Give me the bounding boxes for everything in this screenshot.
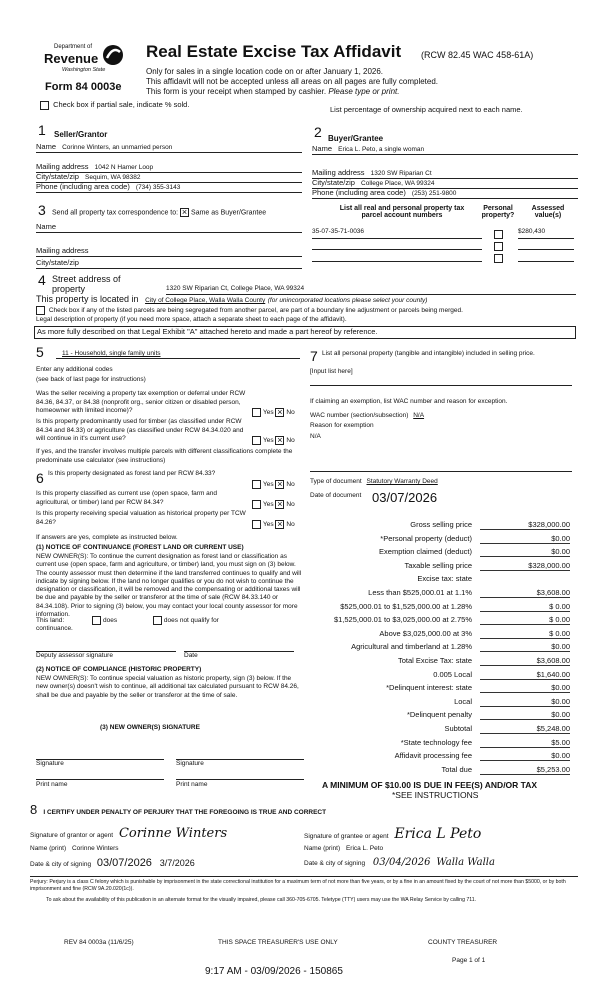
historic-no-label: No — [286, 521, 295, 529]
fee-value[interactable]: $328,000.00 — [480, 520, 570, 530]
parcel-number-3[interactable] — [312, 252, 482, 262]
alternate-format-text: To ask about the availability of this publication in an alternate format for the visually impaired, please call 360-705-6705. Teletype (TTY) users may use the WA Relay Service by calling 711. — [46, 897, 477, 903]
timber-no-checkbox[interactable] — [275, 436, 284, 445]
section6-number: 6 — [36, 470, 44, 486]
grantor-name-value[interactable]: Corinne Winters — [71, 845, 119, 852]
perjury-divider — [30, 876, 578, 877]
use-code-value: 11 - Household, single family units — [62, 350, 161, 357]
fee-value[interactable]: $0.00 — [480, 683, 570, 693]
located-note: (for unincorporated locations please select your county) — [267, 297, 428, 304]
wac-value[interactable]: N/A — [413, 412, 425, 419]
historic-yes-label: Yes — [263, 521, 274, 529]
fee-row — [306, 710, 576, 722]
exemption-no-checkbox[interactable] — [275, 408, 284, 417]
subtitle-3-text: This form is your receipt when stamped by cashier. — [146, 87, 327, 96]
fee-row — [306, 683, 576, 695]
section3-city-field[interactable] — [36, 258, 302, 269]
receipt-stamp: 9:17 AM - 03/09/2026 - 150865 — [205, 966, 343, 977]
seller-address-label: Mailing address — [36, 162, 89, 171]
historic-question: Is this property receiving special valuation as historical property per TCW 84.26? — [36, 510, 246, 526]
exemption-question: Was the seller receiving a property tax exemption or deferral under RCW 84.36, 84.37, or 84.38 (nonprofit org., senior citizen or disabled person, homeowner with limited income)? — [36, 390, 246, 414]
section4-number: 4 — [38, 272, 46, 288]
fee-value[interactable]: $5,253.00 — [480, 765, 570, 775]
seller-name-field[interactable] — [36, 142, 302, 153]
fee-label: *Delinquent penalty — [406, 710, 472, 720]
fee-value[interactable]: $328,000.00 — [480, 561, 570, 571]
fee-value[interactable]: $0.00 — [480, 642, 570, 652]
personal-property-line — [310, 384, 572, 386]
parcel-header-1: List all real and personal property tax — [339, 205, 465, 212]
fee-label: 0.005 Local — [433, 669, 472, 679]
land-does-checkbox[interactable] — [92, 616, 101, 625]
owner-signature-line-2[interactable] — [176, 750, 304, 760]
minimum-fee-note: A MINIMUM OF $10.00 IS DUE IN FEE(S) AND/OR TAX — [322, 780, 538, 790]
fee-label: $1,525,000.01 to $3,025,000.00 at 2.75% — [333, 615, 472, 625]
fee-label: *Delinquent interest: state — [386, 683, 472, 693]
section3-label: Send all property tax correspondence to: — [52, 209, 179, 217]
subtitle-2: This affidavit will not be accepted unless all areas on all pages are fully completed. — [146, 77, 439, 86]
grantor-signature-label: Signature of grantor or agent — [30, 832, 114, 839]
fee-row — [306, 602, 576, 614]
use-code-field[interactable] — [56, 348, 300, 359]
personal-property-checkbox-2[interactable] — [494, 242, 503, 251]
forest-yes-label: Yes — [263, 481, 274, 489]
logo-swoosh-icon — [102, 44, 124, 68]
street-label-1: Street address of — [52, 274, 121, 284]
personal-property-input[interactable]: [Input list here] — [310, 368, 353, 375]
legal-description-box[interactable]: As more fully described on that Legal Exhibit "A" attached hereto and made a part hereof by reference. — [34, 326, 576, 339]
use-code-section — [36, 342, 306, 472]
section3-address-label: Mailing address — [36, 246, 89, 255]
subtitle-1: Only for sales in a single location code on or after January 1, 2026. — [146, 67, 384, 76]
grantor-date-row — [30, 857, 292, 869]
fee-row — [306, 656, 576, 668]
wac-label: WAC number (section/subsection) — [310, 412, 409, 419]
buyer-address-label: Mailing address — [312, 168, 365, 177]
land-doesnot-label: does not qualify for — [163, 617, 219, 625]
current-use-question: Is this property classified as current use (open space, farm and agricultural, or timber) land per RCW 84.34? — [36, 490, 218, 506]
grantor-signature-row — [30, 826, 292, 841]
grantee-signature-row — [304, 826, 578, 842]
partial-sale-checkbox[interactable] — [40, 101, 49, 110]
buyer-phone-label: Phone (including area code) — [312, 188, 406, 197]
parcel-header — [312, 205, 492, 219]
buyer-address-value: 1320 SW Riparian Ct — [370, 170, 432, 177]
percent-note: List percentage of ownership acquired next to each name. — [330, 105, 523, 114]
section3-address-field[interactable] — [36, 246, 302, 257]
property-section — [36, 270, 578, 340]
continuance-label: continuance. — [36, 625, 73, 632]
section3-name-label: Name — [36, 222, 57, 231]
form-title: Real Estate Excise Tax Affidavit — [146, 42, 402, 61]
grantee-signature-label: Signature of grantee or agent — [304, 833, 389, 840]
current-use-no-label: No — [286, 501, 295, 509]
seller-section — [36, 118, 302, 200]
exemption-yes-no — [252, 408, 295, 417]
fee-row — [306, 615, 576, 627]
reason-value[interactable]: N/A — [310, 433, 321, 440]
located-label: This property is located in — [36, 294, 139, 304]
grantee-date-row — [304, 857, 578, 868]
buyer-phone-value: (253) 251-9800 — [411, 190, 457, 197]
fee-label: Local — [454, 696, 472, 706]
certify-row — [30, 802, 578, 817]
owner-signature-line-1[interactable] — [36, 750, 164, 760]
document-type-value[interactable]: Statutory Warranty Deed — [366, 478, 438, 485]
fee-value[interactable]: $5.00 — [480, 738, 570, 748]
fee-value[interactable]: $3,608.00 — [480, 588, 570, 598]
forest-land-section — [36, 468, 306, 768]
street-label-2: property — [52, 284, 86, 294]
county-treasurer-label: COUNTY TREASURER — [428, 939, 498, 946]
forest-yes-no — [252, 480, 295, 489]
document-date-label: Date of document — [310, 492, 362, 499]
assessed-value-1[interactable]: $280,430 — [518, 228, 574, 239]
section3-text — [52, 208, 266, 217]
fee-label: Less than $525,000.01 at 1.1% — [368, 588, 472, 597]
historic-no-checkbox[interactable] — [275, 520, 284, 529]
personal-property-section — [310, 346, 578, 496]
deputy-date-label: Date — [184, 652, 198, 659]
grantor-name-row — [30, 845, 292, 852]
fee-label: Excise tax: state — [417, 574, 472, 584]
assessed-value-2[interactable] — [518, 240, 574, 250]
parcel-number-2[interactable] — [312, 240, 482, 250]
answers-note: If answers are yes, complete as instructed below. — [36, 534, 178, 541]
fee-row — [306, 561, 576, 573]
perjury-text: Perjury: Perjury is a class C felony which is punishable by imprisonment in the state correctional institution for a maximum term of not more than five years, or by a fine in an amount fixed by the court of not more than $5000, or by both imprisonment and fine (RCW 9A.20.020(1c)). — [30, 879, 566, 892]
current-use-yes-no — [252, 500, 295, 509]
reason-label: Reason for exemption — [310, 422, 374, 429]
additional-codes-note: (see back of last page for instructions) — [36, 376, 146, 383]
partial-sale-label: Check box if partial sale, indicate % sold. — [53, 100, 190, 109]
fee-label: Gross selling price — [410, 520, 472, 529]
document-type-label: Type of document — [310, 478, 362, 485]
land-qualify-row — [36, 616, 219, 625]
seller-heading: Seller/Grantor — [54, 130, 108, 139]
section3-city-label: City/state/zip — [36, 258, 79, 267]
fee-row — [306, 642, 576, 654]
grantee-date-value[interactable]: 03/04/2026 — [372, 857, 431, 868]
fee-label: Above $3,025,000.00 at 3% — [379, 628, 472, 638]
additional-codes-label: Enter any additional codes — [36, 366, 113, 373]
forest-no-label: No — [286, 481, 295, 489]
timber-yes-label: Yes — [263, 437, 274, 445]
historic-yes-no — [252, 520, 295, 529]
legal-label: Legal description of property (if you need more space, attach a separate sheet to each page of the affidavit). — [36, 316, 347, 323]
fee-row — [306, 670, 576, 682]
fee-value[interactable]: $0.00 — [480, 697, 570, 707]
fee-label: Exemption claimed (deduct) — [379, 547, 472, 557]
see-instructions: *SEE INSTRUCTIONS — [392, 790, 479, 800]
buyer-section — [312, 124, 578, 206]
owner-print-label-1: Print name — [36, 781, 68, 788]
dept-line2: Revenue — [44, 51, 99, 66]
seller-number: 1 — [38, 122, 46, 138]
personal-property-checkbox-1[interactable] — [494, 230, 503, 239]
fee-row — [306, 697, 576, 709]
fee-row — [306, 520, 576, 532]
claim-exemption-text: If claiming an exemption, list WAC number and reason for exception. — [310, 398, 508, 405]
segregated-row — [36, 306, 463, 315]
assessed-value-header: Assessed value(s) — [531, 205, 565, 219]
section3-number: 3 — [38, 202, 46, 218]
fee-row — [306, 547, 576, 559]
fee-label: *Personal property (deduct) — [380, 533, 472, 543]
dept-line3: Washington State — [62, 67, 106, 73]
seller-name-value: Corinne Winters, an unmarried person — [62, 144, 173, 151]
land-does-label: does — [103, 617, 118, 625]
personal-property-text: List all personal property (tangible and intangible) included in selling price. — [322, 350, 535, 357]
same-as-buyer-checkbox[interactable] — [180, 208, 189, 217]
grantor-signature-value[interactable]: Corinne Winters — [118, 826, 228, 841]
forest-no-checkbox[interactable] — [275, 480, 284, 489]
grantor-date-value-2[interactable]: 3/7/2026 — [159, 858, 195, 868]
section8-number: 8 — [30, 802, 38, 817]
land-label: This land: — [36, 617, 65, 625]
notice-continuance-title: (1) NOTICE OF CONTINUANCE (FOREST LAND OR CURRENT USE) — [36, 544, 244, 551]
current-use-yes-label: Yes — [263, 501, 274, 509]
seller-phone-value: (734) 355-3143 — [135, 184, 181, 191]
fee-label: Affidavit processing fee — [394, 751, 472, 761]
grantee-date-label: Date & city of signing — [304, 860, 366, 867]
fee-value[interactable]: $0.00 — [480, 710, 570, 720]
fee-row — [306, 629, 576, 641]
certify-text: I CERTIFY UNDER PENALTY OF PERJURY THAT THE FOREGOING IS TRUE AND CORRECT — [43, 809, 327, 816]
fee-value[interactable]: $3,608.00 — [480, 656, 570, 666]
personal-property-header: Personal property? — [481, 205, 515, 219]
buyer-phone-field[interactable] — [312, 188, 578, 199]
section3-name-field[interactable] — [36, 222, 302, 233]
fee-label: Taxable selling price — [404, 560, 472, 570]
fee-row — [306, 724, 576, 736]
parcel-header-2: parcel account numbers — [361, 212, 443, 219]
new-owner-signature-title: (3) NEW OWNER(S) SIGNATURE — [100, 724, 200, 731]
grantor-date-label: Date & city of signing — [30, 861, 92, 868]
fee-label: Total due — [441, 764, 472, 774]
located-city[interactable]: City of College Place, Walla Walla County — [145, 297, 266, 304]
fee-row — [306, 574, 576, 586]
street-label — [52, 274, 121, 294]
fee-value[interactable]: $ 0.00 — [480, 629, 570, 639]
dept-line1: Department of — [54, 44, 93, 50]
page-number: Page 1 of 1 — [452, 957, 486, 964]
subtitle-3 — [146, 87, 399, 96]
current-use-yes-checkbox[interactable] — [252, 500, 261, 509]
fee-row — [306, 765, 576, 777]
located-row — [36, 294, 427, 304]
subtitle-3-italic: Please type or print. — [328, 87, 400, 96]
correspondence-section — [36, 202, 302, 270]
buyer-name-field[interactable] — [312, 144, 578, 155]
fee-value[interactable]: $0.00 — [480, 547, 570, 557]
partial-sale-row — [40, 100, 189, 110]
owner-signature-label-2: Signature — [176, 760, 204, 767]
segregated-checkbox[interactable] — [36, 306, 45, 315]
same-as-buyer-label: Same as Buyer/Grantee — [191, 209, 267, 217]
timber-question: Is this property predominantly used for timber (as classified under RCW 84.34 and 84.33) or agriculture (as classified under RCW 84.34.020 and will continue in it's current use? — [36, 418, 244, 442]
grantor-name-label: Name (print) — [30, 845, 67, 852]
parcel-number-1[interactable]: 35-07-35-71-0036 — [312, 228, 482, 239]
form-number: Form 84 0003e — [45, 81, 122, 93]
buyer-city-label: City/state/zip — [312, 178, 355, 187]
fee-label: Agricultural and timberland at 1.28% — [351, 642, 472, 652]
timber-yes-no — [252, 436, 295, 445]
grantee-name-label: Name (print) — [304, 845, 341, 852]
seller-city-label: City/state/zip — [36, 172, 79, 181]
exemption-yes-checkbox[interactable] — [252, 408, 261, 417]
segregated-label: Check box if any of the listed parcels are being segregated from another parcel, are part of a boundary line adjustment or parcels being merged. — [48, 307, 463, 315]
fee-value[interactable]: $5,248.00 — [480, 724, 570, 734]
deputy-date-line[interactable] — [184, 642, 294, 652]
fee-row — [306, 751, 576, 763]
seller-phone-field[interactable] — [36, 182, 302, 193]
reason-line — [310, 470, 572, 472]
grantee-name-row — [304, 845, 578, 852]
fee-label: *State technology fee — [400, 737, 472, 747]
rev-number: REV 84 0003a (11/6/25) — [64, 939, 134, 946]
wac-row — [310, 412, 424, 419]
current-use-no-checkbox[interactable] — [275, 500, 284, 509]
fee-label: Total Excise Tax: state — [397, 656, 472, 665]
treasurer-use-label: THIS SPACE TREASURER'S USE ONLY — [218, 939, 338, 946]
seller-phone-label: Phone (including area code) — [36, 182, 130, 191]
document-date-value[interactable]: 03/07/2026 — [372, 490, 438, 505]
buyer-name-label: Name — [312, 144, 333, 153]
fee-row — [306, 738, 576, 750]
owner-signature-label-1: Signature — [36, 760, 64, 767]
buyer-number: 2 — [314, 124, 322, 140]
fee-value[interactable]: $0.00 — [480, 751, 570, 761]
fee-label: $525,000.01 to $1,525,000.00 at 1.28% — [340, 601, 472, 611]
grantee-city-value[interactable]: Walla Walla — [436, 857, 495, 868]
owner-print-line-1[interactable] — [36, 770, 164, 780]
personal-property-checkbox-3[interactable] — [494, 254, 503, 263]
section5-number: 5 — [36, 344, 44, 360]
street-address-field[interactable]: 1320 SW Riparian Ct, College Place, WA 99324 — [166, 285, 576, 295]
buyer-name-value: Erica L. Peto, a single woman — [338, 146, 425, 153]
fee-value[interactable]: $0.00 — [480, 534, 570, 544]
notice-compliance-title: (2) NOTICE OF COMPLIANCE (HISTORIC PROPERTY) — [36, 666, 202, 673]
exemption-no-label: No — [286, 409, 295, 417]
fee-value[interactable]: $1,640.00 — [480, 670, 570, 680]
notice-compliance-text: NEW OWNER(S): To continue special valuation as historic property, sign (3) below. If the new owner(s) doesn't wish to continue, all additional tax calculated pursuant to RCW 84.26, shall be due and payable by the seller or transferor at the time of sale. — [36, 675, 299, 699]
forest-yes-checkbox[interactable] — [252, 480, 261, 489]
forest-question: Is this property designated as forest land per RCW 84.33? — [48, 470, 216, 477]
fee-label: Subtotal — [444, 724, 472, 733]
multiple-parcels-note: If yes, and the transfer involves multiple parcels with different classifications complete the predominate use calculator (see instructions) — [36, 448, 293, 464]
buyer-city-value: College Place, WA 99324 — [361, 180, 435, 187]
grantee-name-value[interactable]: Erica L. Peto — [345, 845, 384, 852]
owner-print-line-2[interactable] — [176, 770, 304, 780]
grantor-date-value[interactable]: 03/07/2026 — [96, 857, 152, 869]
grantee-signature-value[interactable]: Erica L Peto — [394, 826, 482, 842]
exemption-yes-label: Yes — [263, 409, 274, 417]
seller-name-label: Name — [36, 142, 57, 151]
fee-row — [306, 534, 576, 546]
timber-yes-checkbox[interactable] — [252, 436, 261, 445]
timber-no-label: No — [286, 437, 295, 445]
assessed-value-3[interactable] — [518, 252, 574, 262]
document-type-row — [310, 478, 438, 485]
fee-value[interactable]: $ 0.00 — [480, 615, 570, 625]
seller-city-value: Sequim, WA 98382 — [85, 174, 141, 181]
form-rcw: (RCW 82.45 WAC 458-61A) — [421, 50, 534, 60]
fee-row — [306, 588, 576, 600]
seller-address-value: 1042 N Hamer Loop — [94, 164, 154, 171]
section7-number: 7 — [310, 348, 318, 364]
buyer-heading: Buyer/Grantee — [328, 134, 384, 143]
owner-print-label-2: Print name — [176, 781, 208, 788]
land-doesnot-checkbox[interactable] — [153, 616, 162, 625]
deputy-signature-line[interactable] — [36, 642, 176, 652]
historic-yes-checkbox[interactable] — [252, 520, 261, 529]
deputy-signature-label: Deputy assessor signature — [36, 652, 113, 659]
fee-value[interactable]: $ 0.00 — [480, 602, 570, 612]
notice-continuance-text: NEW OWNER(S): To continue the current designation as forest land or classification as current use (open space, farm and agriculture, or timber) land, you must sign on (3) below. The county assessor must then determine if the land transferred continues to qualify and will indicate by signing below. If the land no longer qualifies or you do not wish to continue the designation or classification, it will be removed and the compensating or additional taxes will be due and payable by the seller or transferor at the time of sale (RCW 84.33.140 or 84.34.108). Prior to signing (3) below, you may contact your local county assessor for more information. — [36, 553, 302, 619]
